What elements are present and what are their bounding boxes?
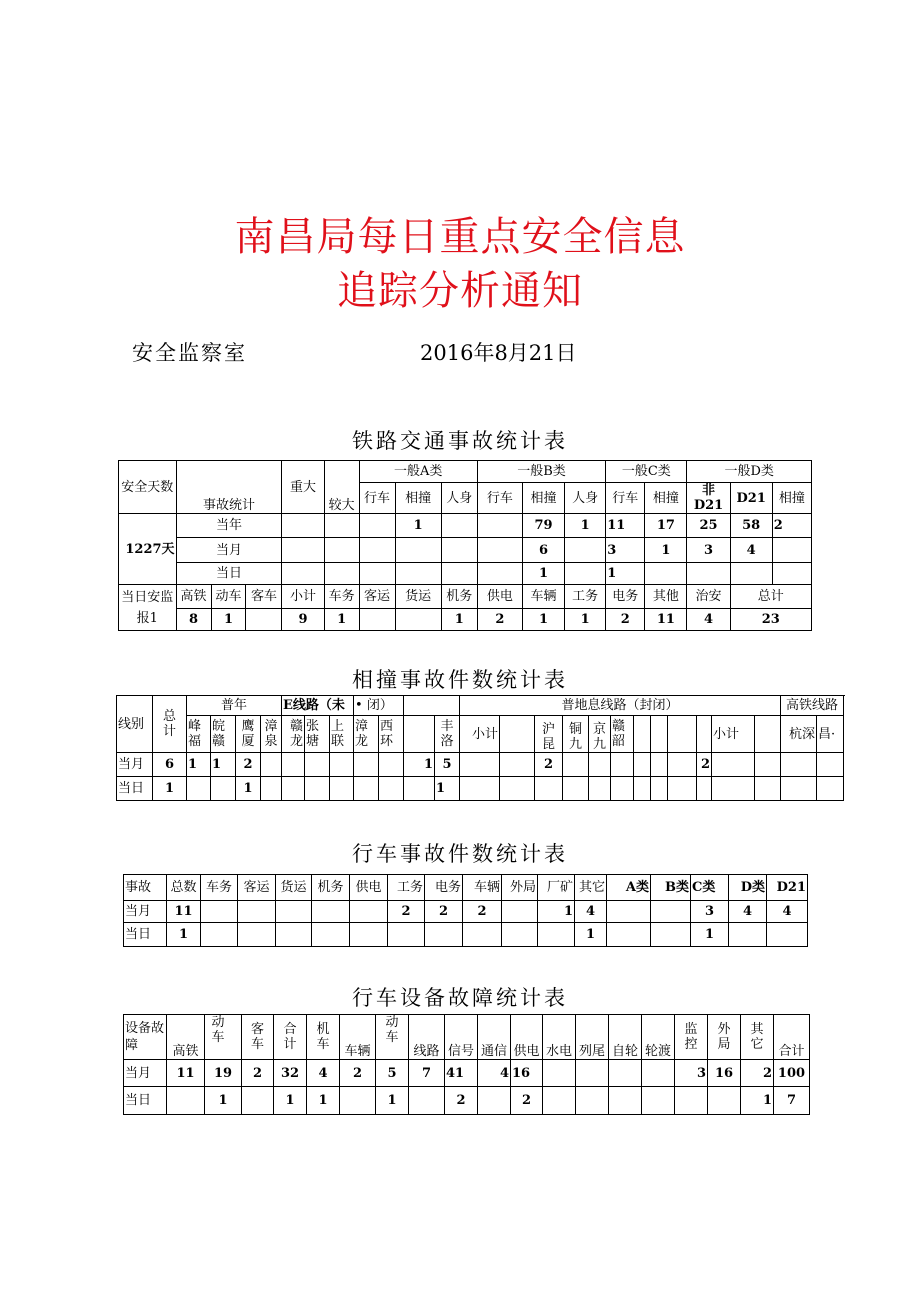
col-header: 车务 (201, 875, 238, 901)
col-header: 厂矿 (538, 875, 575, 901)
table-cell: 11 (645, 609, 687, 631)
table-cell: 23 (730, 609, 811, 631)
col-header: 车辆 (463, 875, 502, 901)
table-cell: 1 (441, 609, 477, 631)
line-col: 皖赣 (211, 716, 236, 753)
table3-caption: 行车事故件数统计表 (352, 842, 568, 866)
sub-header: 行车 (359, 483, 395, 514)
col-header: 高铁 (167, 1015, 205, 1060)
line-col: 沪昆 (535, 716, 563, 753)
col-header: 货运 (276, 875, 312, 901)
col-header: 合计 (274, 1015, 307, 1060)
table-cell: 1 (236, 777, 261, 801)
line-col: 上联 (330, 716, 354, 753)
table-cell: 1 (205, 1087, 242, 1115)
table-cell: 2 (445, 1087, 478, 1115)
line-col: 小计 (460, 716, 500, 753)
table-cell: 7 (774, 1087, 810, 1115)
table-cell: 11 (606, 514, 645, 538)
table-cell: 3 (687, 538, 730, 563)
report-header: 总计 (730, 585, 811, 609)
line-col: 西环 (379, 716, 404, 753)
table2-caption: 相撞事故件数统计表 (352, 668, 568, 692)
report-header: 工务 (565, 585, 606, 609)
table-cell: 1 (565, 514, 606, 538)
col-header: 客车 (242, 1015, 274, 1060)
table-cell: 1 (376, 1087, 409, 1115)
col-header: 其它 (741, 1015, 774, 1060)
report-header: 货运 (395, 585, 441, 609)
line-col: 杭深 (781, 716, 817, 753)
col-header: 动车 (205, 1015, 242, 1060)
table-cell: 41 (445, 1060, 478, 1087)
col-header: D21 (767, 875, 808, 901)
line-col: 小计 (712, 716, 755, 753)
table-cell: 17 (645, 514, 687, 538)
table-cell: 2 (606, 609, 645, 631)
table-cell: 2 (242, 1060, 274, 1087)
col-header: 通信 (478, 1015, 511, 1060)
sub-header: 相撞 (395, 483, 441, 514)
sub-header: 非D21 (687, 483, 730, 514)
operation-accident-table (123, 874, 808, 947)
col-header: 列尾 (576, 1015, 609, 1060)
safe-days-value: 1227天 (119, 514, 177, 585)
table-cell: 2 (511, 1087, 543, 1115)
table-cell: 3 (691, 901, 729, 923)
line-col: 京九 (589, 716, 611, 753)
table-cell: 2 (772, 514, 811, 538)
report-header: 客车 (246, 585, 282, 609)
table-cell: 2 (425, 901, 463, 923)
larger-header: 较大 (324, 461, 359, 514)
table-cell: 1 (211, 609, 246, 631)
table-cell: 4 (575, 901, 607, 923)
col-header: B类 (651, 875, 691, 901)
title-line-1: 南昌局每日重点安全信息 (234, 214, 686, 260)
col-header: 工务 (388, 875, 425, 901)
col-header: 客运 (238, 875, 276, 901)
table-cell: 32 (274, 1060, 307, 1087)
group-c-header: 一般C类 (606, 461, 687, 483)
col-header: 机车 (307, 1015, 340, 1060)
table4-caption: 行车设备故障统计表 (352, 986, 568, 1010)
line-header: 线别 (117, 696, 153, 753)
report-date: 2016年8月21日 (420, 341, 577, 365)
table-cell: 1 (565, 609, 606, 631)
total-header: 总计 (153, 696, 187, 753)
sub-header: 人身 (565, 483, 606, 514)
report-header: 供电 (477, 585, 522, 609)
line-col: 昌· (817, 716, 844, 753)
putong-header: • 闭） (354, 696, 404, 716)
table-cell: 6 (522, 538, 564, 563)
table-cell: 79 (522, 514, 564, 538)
table-cell: 1 (575, 923, 607, 947)
report-header: 小计 (282, 585, 324, 609)
report-header: 其他 (645, 585, 687, 609)
putong-header: E线路（未 (282, 696, 354, 716)
table-cell: 2 (741, 1060, 774, 1087)
accident-stats-table (118, 460, 812, 631)
table-cell: 19 (205, 1060, 242, 1087)
putong-header: 普年 (187, 696, 282, 716)
report-header: 动车 (211, 585, 246, 609)
col-header: 合计 (774, 1015, 810, 1060)
table-cell: 1 (307, 1087, 340, 1115)
table-cell: 1 (187, 753, 211, 777)
col-header: 监控 (675, 1015, 708, 1060)
sub-header: 人身 (441, 483, 477, 514)
row-label-year: 当年 (176, 514, 282, 538)
table-cell: 2 (535, 753, 563, 777)
col-header: 机务 (312, 875, 350, 901)
title-line-2: 追踪分析通知 (337, 268, 583, 314)
col-header: 线路 (409, 1015, 445, 1060)
line-col: 铜九 (563, 716, 589, 753)
table-cell: 3 (606, 538, 645, 563)
col-header: 自轮 (609, 1015, 642, 1060)
report-header: 车辆 (522, 585, 564, 609)
table-cell: 1 (691, 923, 729, 947)
table-cell: 3 (675, 1060, 708, 1087)
table-cell: 2 (388, 901, 425, 923)
col-header: A类 (607, 875, 651, 901)
table-cell: 4 (729, 901, 767, 923)
table-cell: 1 (167, 923, 201, 947)
table-cell: 2 (463, 901, 502, 923)
table-cell: 1 (538, 901, 575, 923)
col-header: C类 (691, 875, 729, 901)
table-cell: 5 (435, 753, 460, 777)
group-a-header: 一般A类 (359, 461, 477, 483)
sub-header: 相撞 (645, 483, 687, 514)
col-header: 外局 (708, 1015, 741, 1060)
table-cell: 1 (404, 753, 435, 777)
closed-line-header: 普地息线路（封闭） (460, 696, 781, 716)
col-header: 车辆 (340, 1015, 376, 1060)
table-cell: 1 (435, 777, 460, 801)
row-label-day: 当日 (124, 923, 167, 947)
line-col: 赣韶 (611, 716, 634, 753)
sub-header: 相撞 (772, 483, 811, 514)
table-cell: 4 (767, 901, 808, 923)
table-cell: 1 (395, 514, 441, 538)
line-col: 鹰厦 (236, 716, 261, 753)
table-cell: 2 (236, 753, 261, 777)
group-d-header: 一般D类 (687, 461, 812, 483)
col-header: 供电 (350, 875, 388, 901)
line-col: 丰洛 (435, 716, 460, 753)
row-label-month: 当月 (117, 753, 153, 777)
line-col: 张塘 (305, 716, 330, 753)
table1-caption: 铁路交通事故统计表 (352, 429, 568, 453)
table-cell: 1 (324, 609, 359, 631)
report-header: 高铁 (176, 585, 211, 609)
table-cell: 4 (478, 1060, 511, 1087)
table-cell: 1 (211, 753, 236, 777)
col-header: 设备故障 (124, 1015, 167, 1060)
table-cell: 100 (774, 1060, 810, 1087)
sub-header: 行车 (606, 483, 645, 514)
report-header: 机务 (441, 585, 477, 609)
sub-header: 行车 (477, 483, 522, 514)
report-header: 电务 (606, 585, 645, 609)
table-cell: 1 (645, 538, 687, 563)
col-header: 轮渡 (642, 1015, 675, 1060)
col-header: 事故 (124, 875, 167, 901)
row-label-month: 当月 (176, 538, 282, 563)
col-header: 水电 (543, 1015, 576, 1060)
report-header: 车务 (324, 585, 359, 609)
table-cell: 5 (376, 1060, 409, 1087)
table-cell: 11 (167, 1060, 205, 1087)
col-header: 电务 (425, 875, 463, 901)
table-cell: 2 (477, 609, 522, 631)
table-cell: 1 (274, 1087, 307, 1115)
table-cell: 1 (741, 1087, 774, 1115)
sub-header: 相撞 (522, 483, 564, 514)
line-col: 峰福 (187, 716, 211, 753)
col-header: 信号 (445, 1015, 478, 1060)
table-cell: 4 (307, 1060, 340, 1087)
table-cell: 11 (167, 901, 201, 923)
department: 安全监察室 (132, 341, 247, 365)
line-col: 赣龙 (282, 716, 305, 753)
hsr-header: 高铁线路 (781, 696, 844, 716)
table-cell: 25 (687, 514, 730, 538)
col-header: 外局 (502, 875, 538, 901)
row-label-day: 当日 (124, 1087, 167, 1115)
col-header: 总数 (167, 875, 201, 901)
table-cell: 58 (730, 514, 772, 538)
table-cell: 9 (282, 609, 324, 631)
table-cell: 1 (522, 609, 564, 631)
report-header: 治安 (687, 585, 730, 609)
table-cell: 1 (606, 563, 645, 585)
table-cell: 7 (409, 1060, 445, 1087)
col-header: 动车 (376, 1015, 409, 1060)
table-cell: 1 (522, 563, 564, 585)
report-header: 客运 (359, 585, 395, 609)
row-label-day: 当日 (176, 563, 282, 585)
table-cell: 4 (730, 538, 772, 563)
table-cell: 16 (708, 1060, 741, 1087)
table-cell: 8 (176, 609, 211, 631)
collision-stats-table (116, 695, 844, 801)
safe-days-header: 安全天数 (119, 461, 177, 514)
table-cell: 6 (153, 753, 187, 777)
table-cell: 16 (511, 1060, 543, 1087)
major-header: 重大 (282, 461, 324, 514)
group-b-header: 一般B类 (477, 461, 605, 483)
line-col: 漳泉 (261, 716, 282, 753)
table-cell: 1 (153, 777, 187, 801)
table-cell: 4 (687, 609, 730, 631)
col-header: 其它 (575, 875, 607, 901)
accident-stats-header: 事故统计 (176, 461, 282, 514)
line-col: 漳龙 (354, 716, 379, 753)
table-cell: 2 (697, 753, 712, 777)
col-header: D类 (729, 875, 767, 901)
col-header: 供电 (511, 1015, 543, 1060)
row-label-month: 当月 (124, 901, 167, 923)
row-label-month: 当月 (124, 1060, 167, 1087)
table-cell: 2 (340, 1060, 376, 1087)
equipment-fault-table (123, 1014, 810, 1115)
row-label-day: 当日 (117, 777, 153, 801)
report-label: 当日安监报1 (119, 585, 177, 631)
sub-header: D21 (730, 483, 772, 514)
